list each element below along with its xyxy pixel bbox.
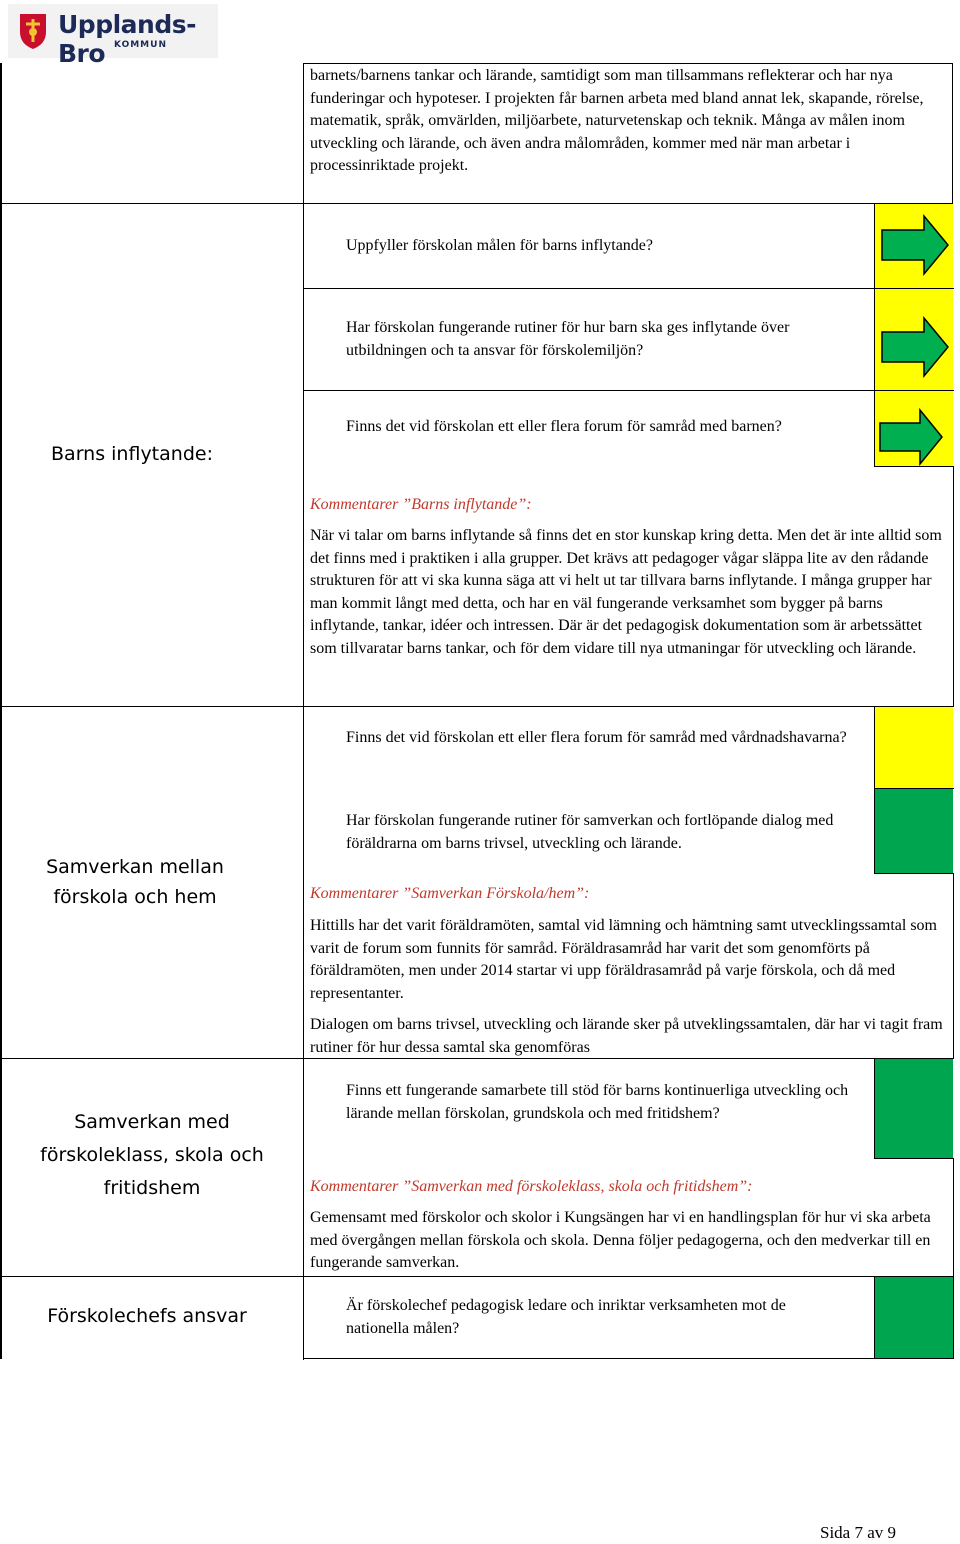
comment-label: Kommentarer ”Samverkan Förskola/hem”: [310,885,590,902]
logo [8,4,218,68]
status-cell-green [875,789,953,873]
question: Har förskolan fungerande rutiner för samverkan och fortlöpande dialog med föräldrarna om barns trivsel, utveckling och lärande. [346,812,834,852]
question: Är förskolechef pedagogisk ledare och inriktar verksamheten mot de nationella målen? [346,1297,786,1337]
comment-text: Dialogen om barns trivsel, utveckling och lärande sker på utveklingssamtalen, där har vi tagit fram rutiner för hur dessa samtal ska genomföras [310,1016,943,1056]
question: Finns det vid förskolan ett eller flera forum för samråd med vårdnadshavarna? [346,729,847,746]
right-arrow-icon [880,316,950,378]
status-cell-yellow [875,707,953,788]
section-heading-samverkan-skola: Samverkan med förskoleklass, skola och fritidshem [40,1111,264,1199]
logo-name: Upplands-Bro [58,10,196,68]
page-number: Sida 7 av 9 [820,1523,897,1542]
coat-of-arms-icon [18,12,48,50]
question: Har förskolan fungerande rutiner för hur barn ska ges inflytande över utbildningen och ta ansvar för förskolemiljön? [346,319,790,359]
section-heading-forskolechef: Förskolechefs ansvar [47,1305,247,1327]
right-arrow-icon [880,214,950,276]
comment-text: Gemensamt med förskolor och skolor i Kungsängen har vi en handlingsplan för hur vi ska arbeta med övergången mellan förskola och skola. Denna följer pedagogerna, och den medverkar till en fungerande samverkan. [310,1209,931,1271]
comment-text: Hittills har det varit föräldramöten, samtal vid lämning och hämtning samt utvecklingssamtal som varit de forum som funnits för samråd. Föräldrasamråd har varit det som genomförts på föräldramöten, men under 2014 startar vi upp föräldrasamråd på varje förskola, och då med representanter. [310,917,937,1002]
logo-sub: KOMMUN [114,40,167,50]
question: Finns det vid förskolan ett eller flera forum för samråd med barnen? [346,418,782,435]
question: Uppfyller förskolan målen för barns inflytande? [346,237,654,254]
section-heading-barns-inflytande: Barns inflytande: [51,443,213,465]
comment-text: När vi talar om barns inflytande så finns det en stor kunskap kring detta. Men det är inte alltid som det finns med i praktiken i alla grupper. Det krävs att pedagoger vågar släppa lite av den rådande strukturen för att vi ska kunna säga att vi helt ut tar tillvara barns inflytande. I många grupper har man kommit långt med detta, och har en väl fungerande verksamhet som bygger på barns inflytande, tankar, idéer och intressen. Där är det pedagogisk dokumentation som är arbetssättet som tillvaratar barns tankar, och för dem vidare till nya utmaningar för utveckling och lärande. [310,527,942,657]
status-cell-green [875,1277,953,1358]
question: Finns ett fungerande samarbete till stöd för barns kontinuerliga utveckling och lärande mellan förskolan, grundskola och med fritidshem? [346,1082,849,1122]
comment-label: Kommentarer ”Barns inflytande”: [310,496,532,513]
intro-text: barnets/barnens tankar och lärande, samtidigt som man tillsammans reflekterar och har nya funderingar och hypoteser. I projekten får barnen arbeta med bland annat lek, skapande, rörelse, matematik, språk, omvärlden, miljöarbete, naturvetenskap och teknik. Många av målen inom utveckling och lärande, och även andra målområden, kommer med när man arbetar i processinriktade projekt. [310,67,924,174]
status-cell-green [875,1059,953,1158]
right-arrow-icon [878,408,944,466]
comment-label: Kommentarer ”Samverkan med förskoleklass, skola och fritidshem”: [310,1178,753,1195]
section-heading-samverkan-hem: Samverkan mellan förskola och hem [46,856,224,908]
